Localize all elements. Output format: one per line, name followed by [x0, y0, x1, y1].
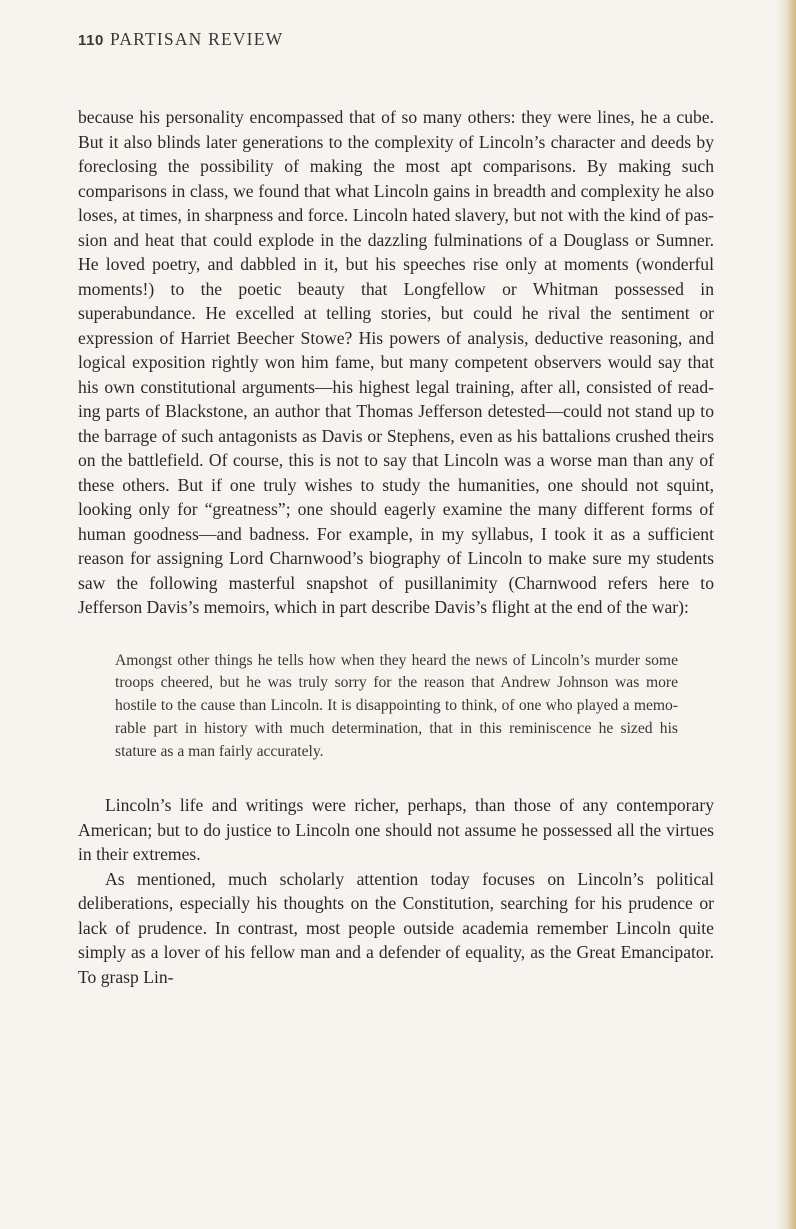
paragraph: As mentioned, much scholarly attention today focuses on Lincoln’s political deliberations, especially his thoughts on the Constitution, searching for his prudence or lack of prudence. In contrast, most people outside academia remember Lincoln quite simply as a lover of his fellow man and a defender of equality, as the Great Emancipator. To grasp Lin-: [78, 868, 714, 987]
binding-edge: [776, 0, 796, 1229]
page-number: 110: [78, 32, 104, 49]
paragraph: Lincoln’s life and writings were richer, perhaps, than those of any contemporary American; but to do justice to Lincoln one should not assume he possessed all the virtues in their extremes.: [78, 795, 714, 865]
paragraph-continued: because his personality encompassed that of so many others: they were lines, he a cube. But it also blinds later generations to the complexity of Lincoln’s character and deeds by foreclosing the possibility of making the most apt comparisons. By making such comparisons in class, we found that what Lincoln gains in breadth and complexity he also loses, at times, in sharpness and force. Lincoln hated slavery, but not with the kind of passion and heat that could explode in the dazzling fulminations of a Douglass or Sumner. He loved poetry, and dabbled in it, but his speeches rise only at moments (wonderful moments!) to the poetic beauty that Longfellow or Whitman possessed in superabundance. He excelled at telling stories, but could he rival the sentiment or expression of Harriet Beecher Stowe? His powers of analysis, deductive reasoning, and logical exposition rightly won him fame, but many competent observers would say that his own constitutional arguments—his highest legal training, after all, consisted of reading parts of Blackstone, an author that Thomas Jefferson detested—could not stand up to the barrage of such antagonists as Davis or Stephens, even as his battalions crushed theirs on the battlefield. Of course, this is not to say that Lincoln was a worse man than any of these others. But if one truly wishes to study the humanities, one should not squint, looking only for “greatness”; one should eagerly examine the many different forms of human goodness—and badness. For example, in my syllabus, I took it as a sufficient reason for assigning Lord Charnwood’s biography of Lincoln to make sure my students saw the following masterful snapshot of pusillanimity (Charnwood refers here to Jefferson Davis’s memoirs, which in part describe Davis’s flight at the end of the war):: [78, 107, 714, 617]
block-quote: Amongst other things he tells how when they heard the news of Lincoln’s murder some troops cheered, but he was truly sorry for the reason that Andrew Johnson was more hostile to the cause than Lincoln. It is disappointing to think, of one who played a memorable part in history with much determination, that in this reminiscence he sized his stature as a man fairly accurately.: [115, 651, 678, 760]
running-head: [78, 29, 283, 50]
journal-title: PARTISAN REVIEW: [110, 29, 284, 49]
article-body: [78, 105, 714, 989]
